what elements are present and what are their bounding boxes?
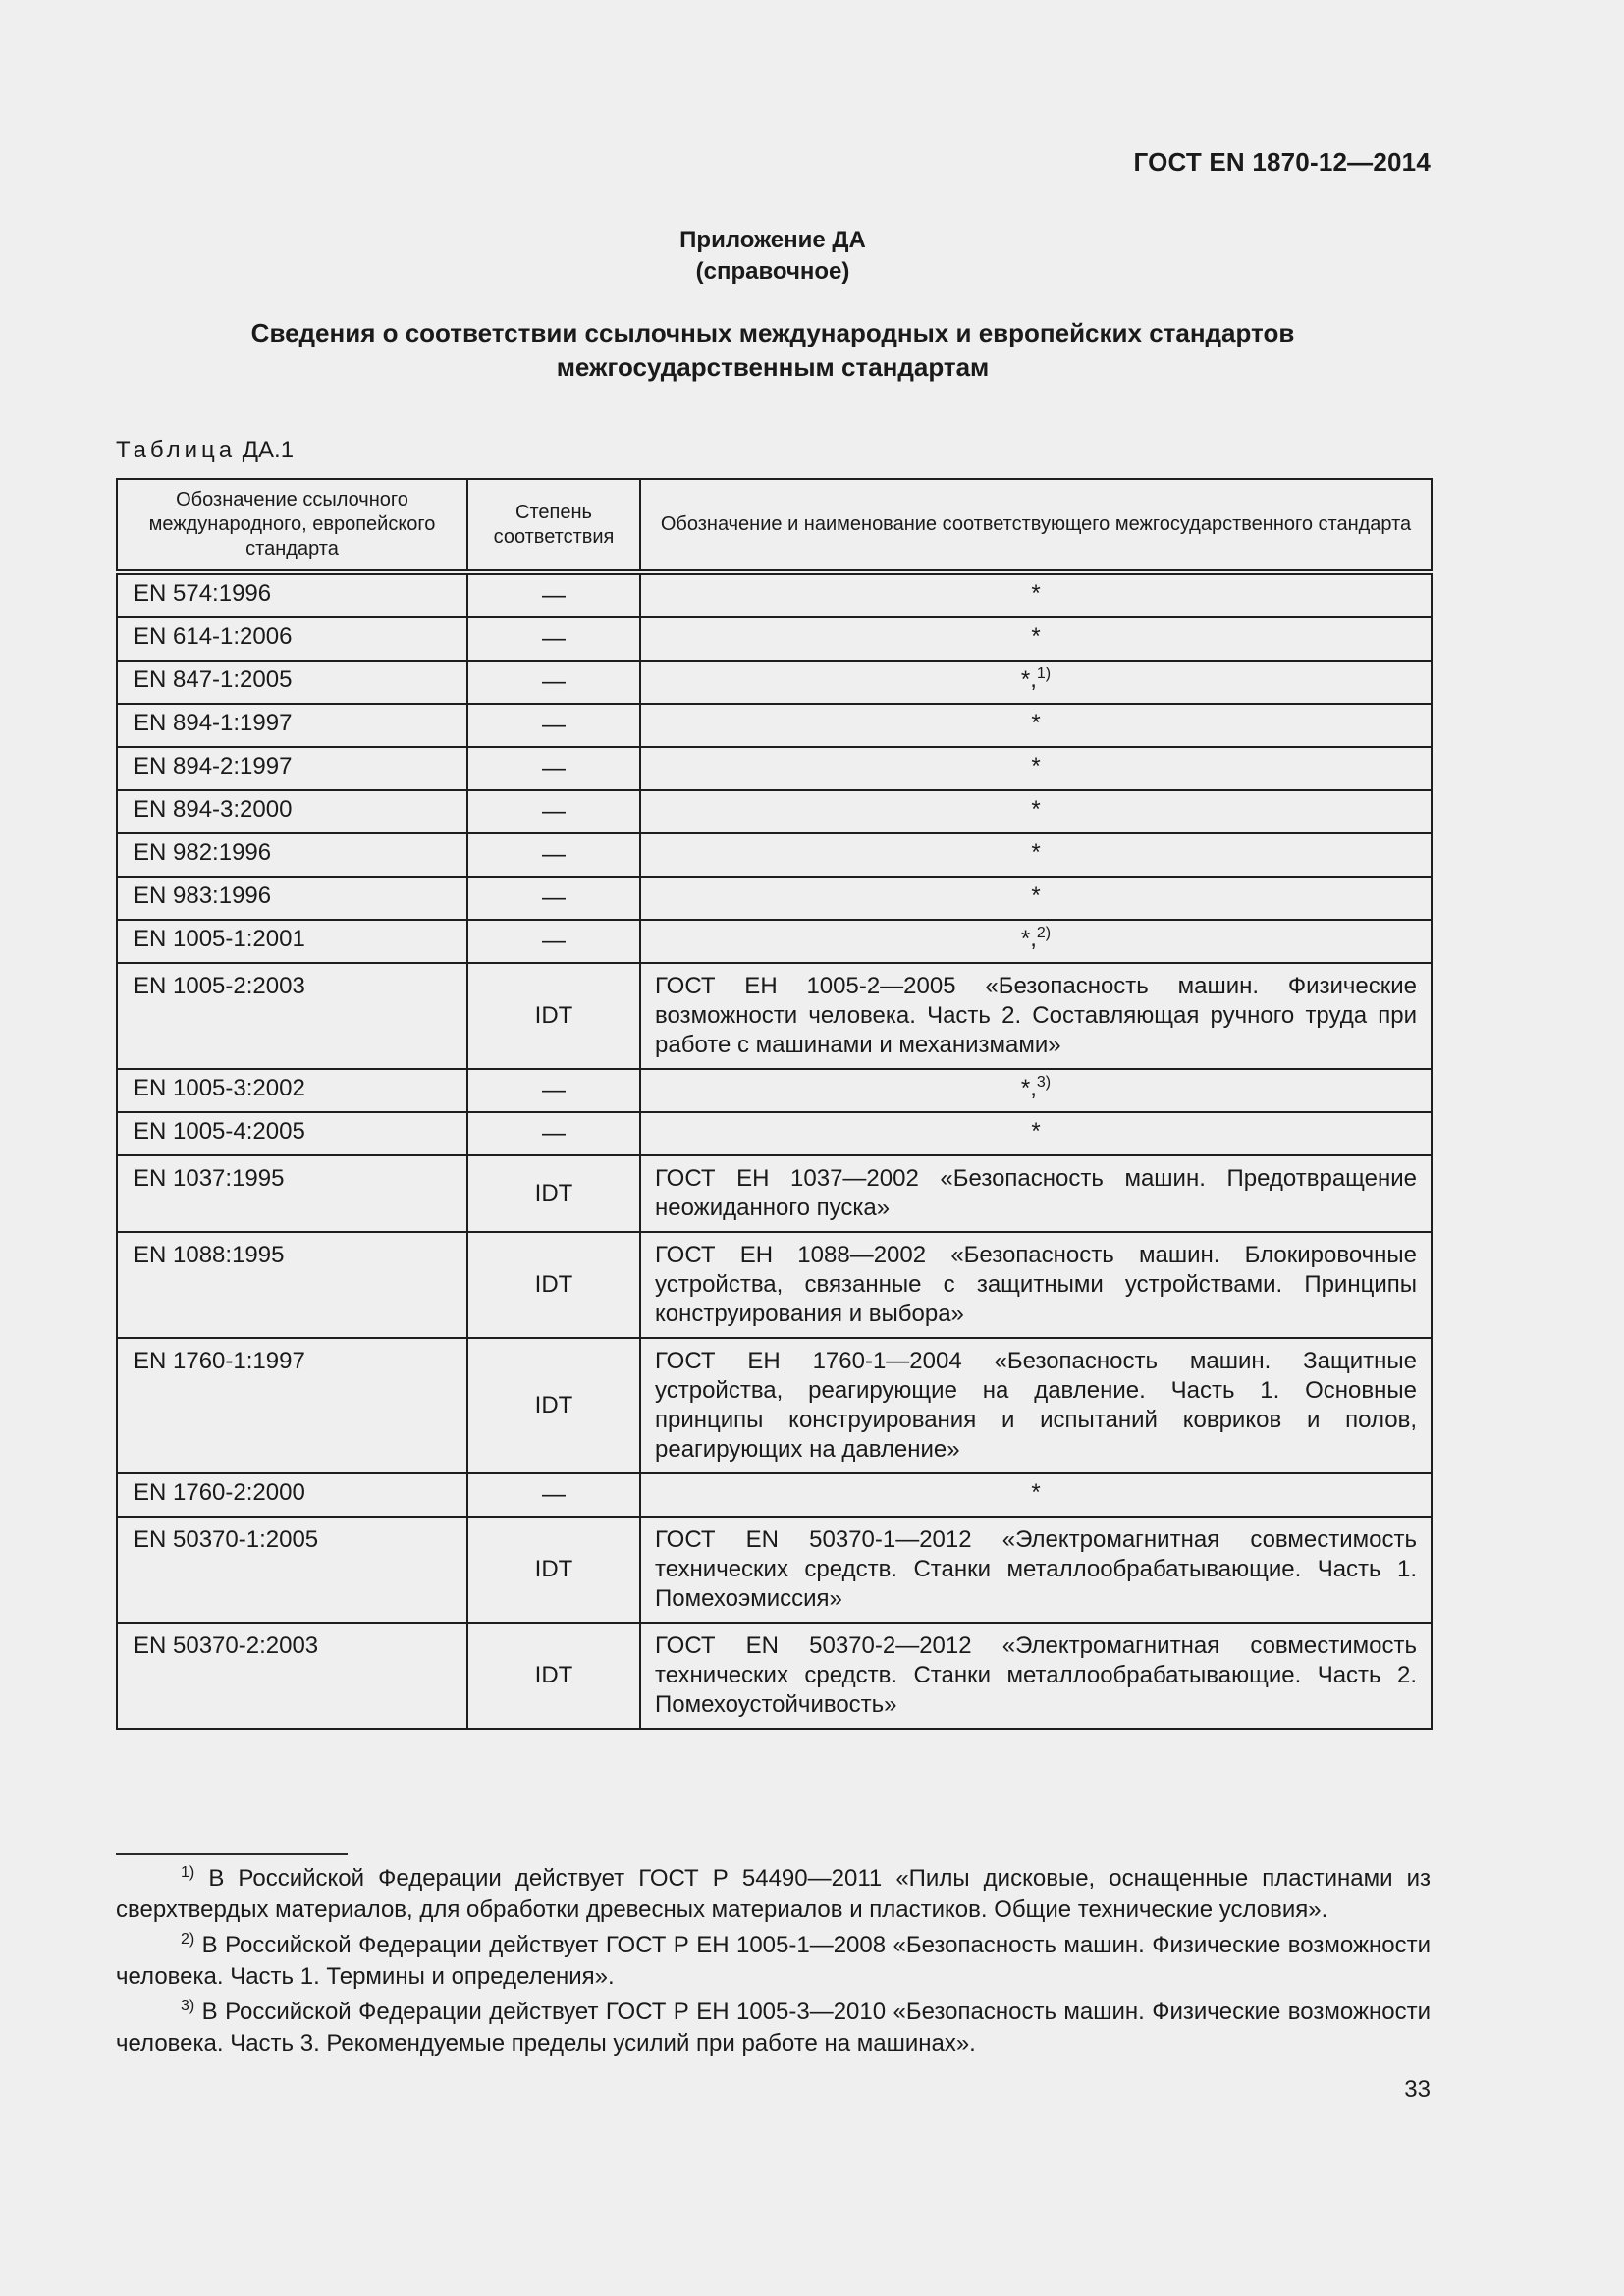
footnote-3 [116,1997,1431,2059]
footnote-divider [116,1853,348,1855]
annex-type: (справочное) [695,258,850,285]
footnote-reference: 3) [1036,1074,1052,1091]
interstate-standard-text: * [1031,1479,1041,1506]
footnote-1 [116,1863,1431,1926]
table-caption-number: ДА.1 [242,437,295,463]
cell-interstate-standard [640,1473,1432,1517]
interstate-standard-text: ГОСТ ЕН 1037—2002 «Безопасность машин. Предотвращение неожиданного пуска» [655,1165,1417,1221]
cell-degree: IDT [467,1338,640,1473]
interstate-standard-text: ГОСТ EN 50370-2—2012 «Электромагнитная совместимость технических средств. Станки металлообрабатывающие. Часть 2. Помехоустойчивость» [655,1632,1417,1718]
cell-degree: IDT [467,1517,640,1623]
cell-interstate-standard [640,1112,1432,1155]
cell-interstate-standard [640,963,1432,1069]
table-row [117,1338,1432,1473]
cell-interstate-standard [640,920,1432,963]
cell-degree: — [467,661,640,704]
document-code: ГОСТ EN 1870-12—2014 [1133,147,1431,177]
footnote-text: В Российской Федерации действует ГОСТ Р ЕН 1005-3—2010 «Безопасность машин. Физические возможности человека. Часть 3. Рекомендуемые пределы усилий при работе на машинах». [116,1999,1431,2056]
table-row [117,1473,1432,1517]
cell-degree: — [467,1069,640,1112]
cell-interstate-standard [640,833,1432,877]
cell-interstate-standard [640,1069,1432,1112]
table-header-row [117,479,1432,572]
correspondence-table [116,478,1433,1730]
cell-degree: — [467,572,640,617]
table-row [117,1069,1432,1112]
cell-degree: IDT [467,1155,640,1232]
interstate-standard-text: ГОСТ ЕН 1760-1—2004 «Безопасность машин. Защитные устройства, реагирующие на давление. Часть 1. Основные принципы конструирования и испытаний ковриков и полов, реагирующих на давление» [655,1348,1417,1463]
footnote-reference: 1) [1036,666,1052,682]
cell-reference-standard: EN 847-1:2005 [117,661,467,704]
cell-reference-standard: EN 1005-4:2005 [117,1112,467,1155]
table-row [117,572,1432,617]
table-caption-word: Таблица [116,437,237,463]
cell-reference-standard: EN 50370-2:2003 [117,1623,467,1729]
cell-reference-standard: EN 1760-2:2000 [117,1473,467,1517]
table-caption [116,437,294,464]
table-row [117,920,1432,963]
footnote-2 [116,1930,1431,1993]
footnote-reference: 2) [1036,925,1052,941]
table-row [117,747,1432,790]
cell-reference-standard: EN 1005-3:2002 [117,1069,467,1112]
interstate-standard-text: *, [1020,667,1037,693]
cell-degree: — [467,877,640,920]
footnote-mark: 1) [181,1864,195,1881]
cell-degree: — [467,790,640,833]
table-row [117,790,1432,833]
footnote-mark: 3) [181,1998,195,2014]
cell-interstate-standard [640,617,1432,661]
table-row [117,1517,1432,1623]
cell-degree: — [467,833,640,877]
cell-degree: — [467,1473,640,1517]
section-title-line-2: межгосударственным стандартам [556,352,990,382]
table-row [117,877,1432,920]
cell-interstate-standard [640,661,1432,704]
cell-degree: — [467,617,640,661]
cell-interstate-standard [640,1623,1432,1729]
table-body [117,572,1432,1729]
table-row [117,617,1432,661]
cell-degree: — [467,920,640,963]
footnote-text: В Российской Федерации действует ГОСТ Р 54490—2011 «Пилы дисковые, оснащенные пластинами из сверхтвердых материалов, для обработки древесных материалов и пластиков. Общие технические условия». [116,1865,1431,1923]
cell-reference-standard: EN 1088:1995 [117,1232,467,1338]
table-row [117,1155,1432,1232]
interstate-standard-text: *, [1020,926,1037,952]
interstate-standard-text: * [1031,623,1041,650]
cell-interstate-standard [640,704,1432,747]
table-row [117,833,1432,877]
cell-degree: — [467,1112,640,1155]
cell-degree: IDT [467,1623,640,1729]
cell-reference-standard: EN 614-1:2006 [117,617,467,661]
header-interstate-standard: Обозначение и наименование соответствующего межгосударственного стандарта [640,479,1432,572]
interstate-standard-text: *, [1020,1075,1037,1101]
cell-interstate-standard [640,1155,1432,1232]
cell-reference-standard: EN 982:1996 [117,833,467,877]
cell-reference-standard: EN 894-2:1997 [117,747,467,790]
table-row [117,661,1432,704]
cell-interstate-standard [640,790,1432,833]
cell-reference-standard: EN 1760-1:1997 [117,1338,467,1473]
annex-heading [0,225,1545,288]
interstate-standard-text: ГОСТ ЕН 1005-2—2005 «Безопасность машин. Физические возможности человека. Часть 2. Составляющая ручного труда при работе с машинами и механизмами» [655,973,1417,1058]
cell-interstate-standard [640,747,1432,790]
interstate-standard-text: * [1031,710,1041,736]
cell-reference-standard: EN 574:1996 [117,572,467,617]
cell-degree: — [467,704,640,747]
section-title-line-1: Сведения о соответствии ссылочных международных и европейских стандартов [250,318,1295,347]
cell-reference-standard: EN 1005-2:2003 [117,963,467,1069]
cell-interstate-standard [640,1517,1432,1623]
cell-interstate-standard [640,1232,1432,1338]
interstate-standard-text: ГОСТ ЕН 1088—2002 «Безопасность машин. Блокировочные устройства, связанные с защитными устройствами. Принципы конструирования и выбора» [655,1242,1417,1327]
page-number: 33 [1404,2076,1431,2103]
footnotes [116,1863,1431,2063]
interstate-standard-text: * [1031,796,1041,823]
section-title [0,316,1545,385]
interstate-standard-text: * [1031,1118,1041,1145]
interstate-standard-text: * [1031,580,1041,607]
cell-interstate-standard [640,877,1432,920]
table-row [117,1623,1432,1729]
cell-interstate-standard [640,572,1432,617]
cell-reference-standard: EN 894-1:1997 [117,704,467,747]
header-reference-standard: Обозначение ссылочного международного, европейского стандарта [117,479,467,572]
annex-label: Приложение ДА [679,227,866,253]
cell-reference-standard: EN 894-3:2000 [117,790,467,833]
header-degree: Степень соответствия [467,479,640,572]
interstate-standard-text: * [1031,839,1041,866]
cell-reference-standard: EN 1037:1995 [117,1155,467,1232]
table-row [117,1112,1432,1155]
cell-reference-standard: EN 50370-1:2005 [117,1517,467,1623]
table-row [117,704,1432,747]
cell-degree: IDT [467,1232,640,1338]
interstate-standard-text: ГОСТ EN 50370-1—2012 «Электромагнитная совместимость технических средств. Станки металлообрабатывающие. Часть 1. Помехоэмиссия» [655,1526,1417,1612]
cell-degree: IDT [467,963,640,1069]
cell-reference-standard: EN 1005-1:2001 [117,920,467,963]
cell-degree: — [467,747,640,790]
interstate-standard-text: * [1031,882,1041,909]
table-row [117,963,1432,1069]
cell-reference-standard: EN 983:1996 [117,877,467,920]
table-row [117,1232,1432,1338]
footnote-mark: 2) [181,1931,195,1948]
interstate-standard-text: * [1031,753,1041,779]
footnote-text: В Российской Федерации действует ГОСТ Р ЕН 1005-1—2008 «Безопасность машин. Физические возможности человека. Часть 1. Термины и определения». [116,1932,1431,1990]
cell-interstate-standard [640,1338,1432,1473]
